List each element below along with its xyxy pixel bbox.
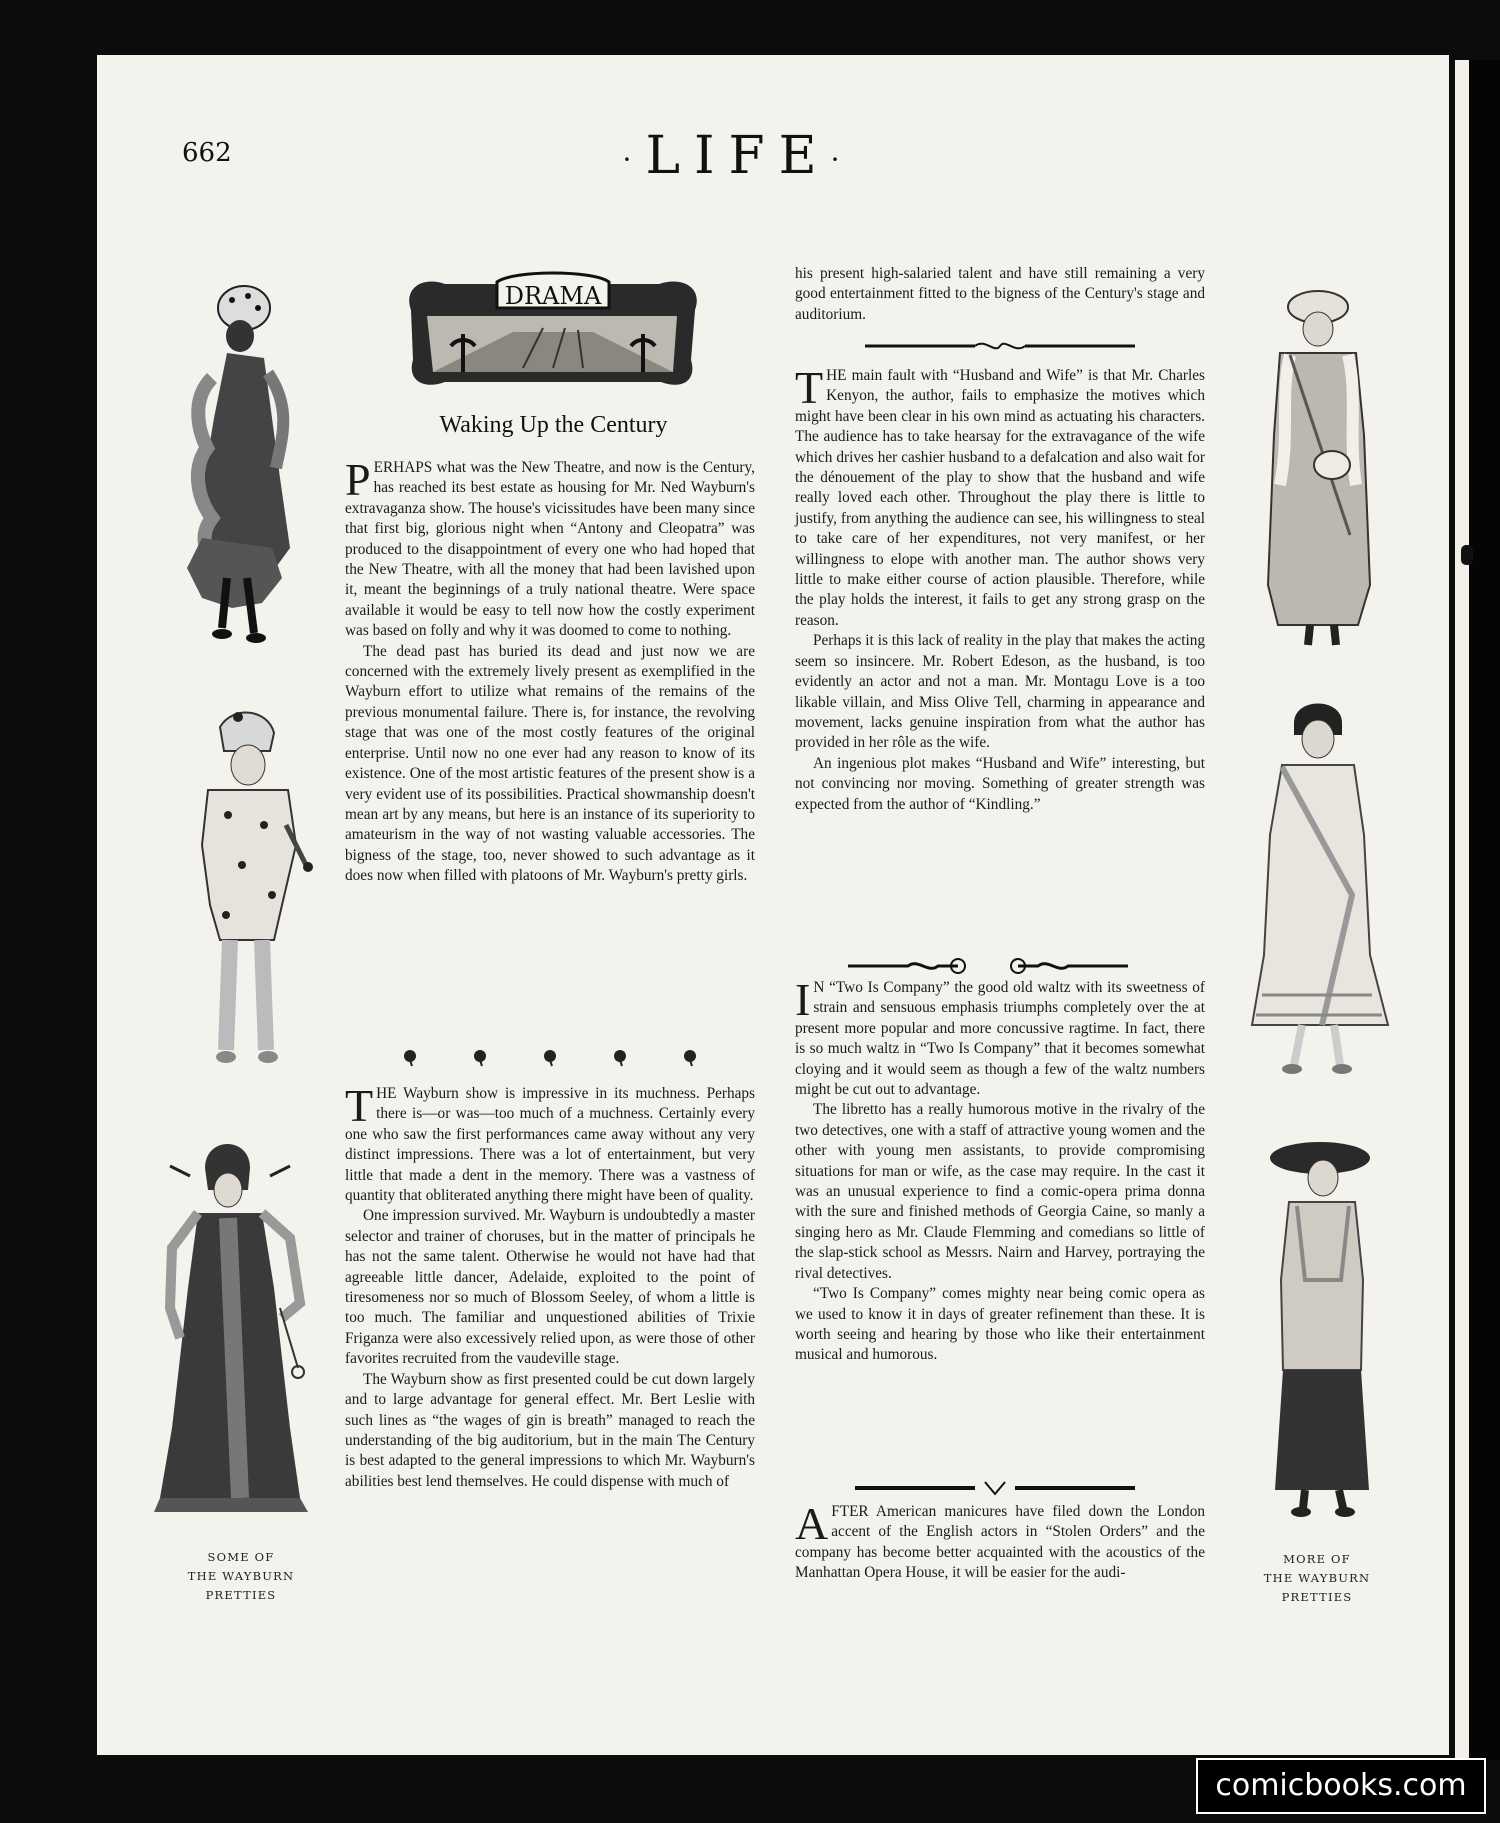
facing-page-edge xyxy=(1455,60,1500,1760)
paragraph-10: IN “Two Is Company” the good old waltz with its sweetness of strain and sensuous emphasis triumphs completely over the at present more popular and more concussive ragtime. In fact, there is so much waltz in “Two Is Company” that it becomes somewhat cloying and it would seem as though a few of the waltz numbers might be cut out to advantage. xyxy=(795,974,1205,1099)
ornament-divider-1 xyxy=(855,336,1145,356)
paragraph-12: “Two Is Company” comes mighty near being comic opera as we used to know it in days of greater refinement than these. It is worth seeing and hearing by those who like their entertainment musical and humorous. xyxy=(795,1285,1205,1364)
photo-left-3 xyxy=(150,1128,315,1518)
column-right-top xyxy=(795,264,1205,325)
drama-banner xyxy=(393,268,711,396)
caption-left-line-2: THE WAYBURN xyxy=(187,1569,295,1583)
ornament-flowers xyxy=(380,1046,720,1068)
paragraph-6: his present high-salaried talent and have still remaining a very good entertainment fitted to the bigness of the Century's stage and auditorium. xyxy=(795,265,1205,323)
photo-right-2 xyxy=(1242,695,1392,1085)
paragraph-5: The Wayburn show as first presented could be cut down largely and to large advantage for general effect. Mr. Bert Leslie with such lines as “the wages of gin is breath” managed to reach the understanding of the big auditorium, but in the main The Century is best adapted to the general impressions to which Mr. Wayburn's abilities best lend themselves. He could dispense with much of xyxy=(345,1370,755,1490)
column-left-bottom xyxy=(345,1080,755,1492)
ornament-divider-2 xyxy=(838,954,1138,978)
paragraph-8: Perhaps it is this lack of reality in the play that makes the acting seem so insincere. Mr. Robert Edeson, as the husband, is too evidently an actor and not a man. Mr. Montagu Love is a too likable villain, and Miss Olive Tell, charming in appearance and movement, lacks genuine inspiration from what the author has provided in her rôle as the wife. xyxy=(795,632,1205,752)
caption-right-line-1: MORE OF xyxy=(1283,1552,1351,1566)
ornament-divider-3 xyxy=(845,1478,1145,1498)
caption-right-line-3: PRETTIES xyxy=(1281,1590,1353,1604)
masthead: ·LIFE· xyxy=(622,126,854,186)
column-left-top xyxy=(345,454,755,887)
column-right-bottom xyxy=(795,1498,1205,1584)
paragraph-3: THE Wayburn show is impressive in its muchness. Perhaps there is—or was—too much of a muchness. Certainly every one who saw the first performances came away without any very distinct impressions. There was a lot of entertainment, but very little that made a dent in the memory. There was a vastness of quantity that obliterated anything there might have been of quality. xyxy=(345,1080,755,1205)
caption-left-line-1: SOME OF xyxy=(207,1550,275,1564)
photo-right-3 xyxy=(1245,1130,1395,1520)
paragraph-13: AFTER American manicures have filed down the London accent of the English actors in “Stolen Orders” and the company has become better acquainted with the acoustics of the Manhattan Opera House, it will be easier for the audi- xyxy=(795,1498,1205,1582)
paragraph-4: One impression survived. Mr. Wayburn is undoubtedly a master selector and trainer of choruses, but in the matter of principals he has not the same talent. Otherwise he would not have had that agreeable little dancer, Adelaide, exploited to the point of tiresomeness nor so much of Blossom Seeley, of whom a little is too much. The familiar and unquestioned abilities of Trixie Friganza were also excessively relied upon, as were those of other favorites recruited from the vaudeville stage. xyxy=(345,1207,755,1368)
caption-right xyxy=(1242,1550,1392,1607)
paragraph-11: The libretto has a really humorous motive in the rivalry of the two detectives, one with a staff of attractive young women and the other with young men assistants, to provide compromising situations for man or wife, as the case may require. In the cast it was an unusual experience to find a comic-opera prima donna with the sure and finished methods of Georgia Caine, so manly a singing hero as Mr. Claude Flemming and comedians so little of the slap-stick school as Messrs. Nairn and Harvey, portraying the rival detectives. xyxy=(795,1101,1205,1282)
photo-left-2 xyxy=(178,705,318,1090)
masthead-title: LIFE xyxy=(645,126,831,186)
paragraph-1: PERHAPS what was the New Theatre, and now is the Century, has reached its best estate as housing for Mr. Ned Wayburn's extravaganza show. The house's vicissitudes have been many since that first big, glorious night when “Antony and Cleopatra” was produced to the disappointment of every one who had hoped that the New Theatre, with all the money that had been lavished upon it, meant the beginnings of a truly national theatre. Were space available it would be easy to tell now how the costly experiment was based on folly and why it was doomed to come to nothing. xyxy=(345,454,755,640)
caption-right-line-2: THE WAYBURN xyxy=(1263,1571,1371,1585)
paragraph-9: An ingenious plot makes “Husband and Wife” interesting, but not convincing nor moving. Something of greater strength was expected from the author of “Kindling.” xyxy=(795,754,1205,813)
paragraph-2: The dead past has buried its dead and just now we are concerned with the extremely lively present as exemplified in the Wayburn effort to utilize what remains of the remains of the previous monumental failure. There is, for instance, the revolving stage that was one of the most costly features of the original enterprise. Until now no one ever had any reason to know of its existence. One of the most artistic features of the present show is a very evident use of its possibilities. Practical showmanship doesn't mean art by any means, but here is an instance of its superiority to amateurism in the way of not wasting valuable accessories. The bigness of the stage, too, never showed to such advantage as it does now when filled with platoons of Mr. Wayburn's pretty girls. xyxy=(345,642,755,885)
caption-left xyxy=(166,1548,316,1605)
banner-label: DRAMA xyxy=(504,282,602,310)
column-right-lower xyxy=(795,974,1205,1366)
article-headline: Waking Up the Century xyxy=(439,412,668,438)
photo-left-1 xyxy=(172,278,298,658)
paragraph-7: THE main fault with “Husband and Wife” is that Mr. Charles Kenyon, the author, fails to emphasize the motives which might have been clear in his own mind as actuating his characters. The audience has to take hearsay for the extravagance of the wife which drives her cashier husband to a defalcation and also wait for the dénouement of the play to show that the husband and wife really loved each other. Throughout the play there is little to justify, from anything the audience can see, his willingness to steal to take care of her expenditures, not very manifest, or her willingness to elope with another man. The author shows very little to make either course of action plausible. Therefore, while the play holds the interest, it fails to get any strong grasp on the reason. xyxy=(795,362,1205,629)
watermark: comicbooks.com xyxy=(1196,1758,1486,1814)
page-number: 662 xyxy=(182,138,232,168)
caption-left-line-3: PRETTIES xyxy=(205,1588,277,1602)
photo-right-1 xyxy=(1250,285,1385,665)
column-right-middle xyxy=(795,362,1205,815)
